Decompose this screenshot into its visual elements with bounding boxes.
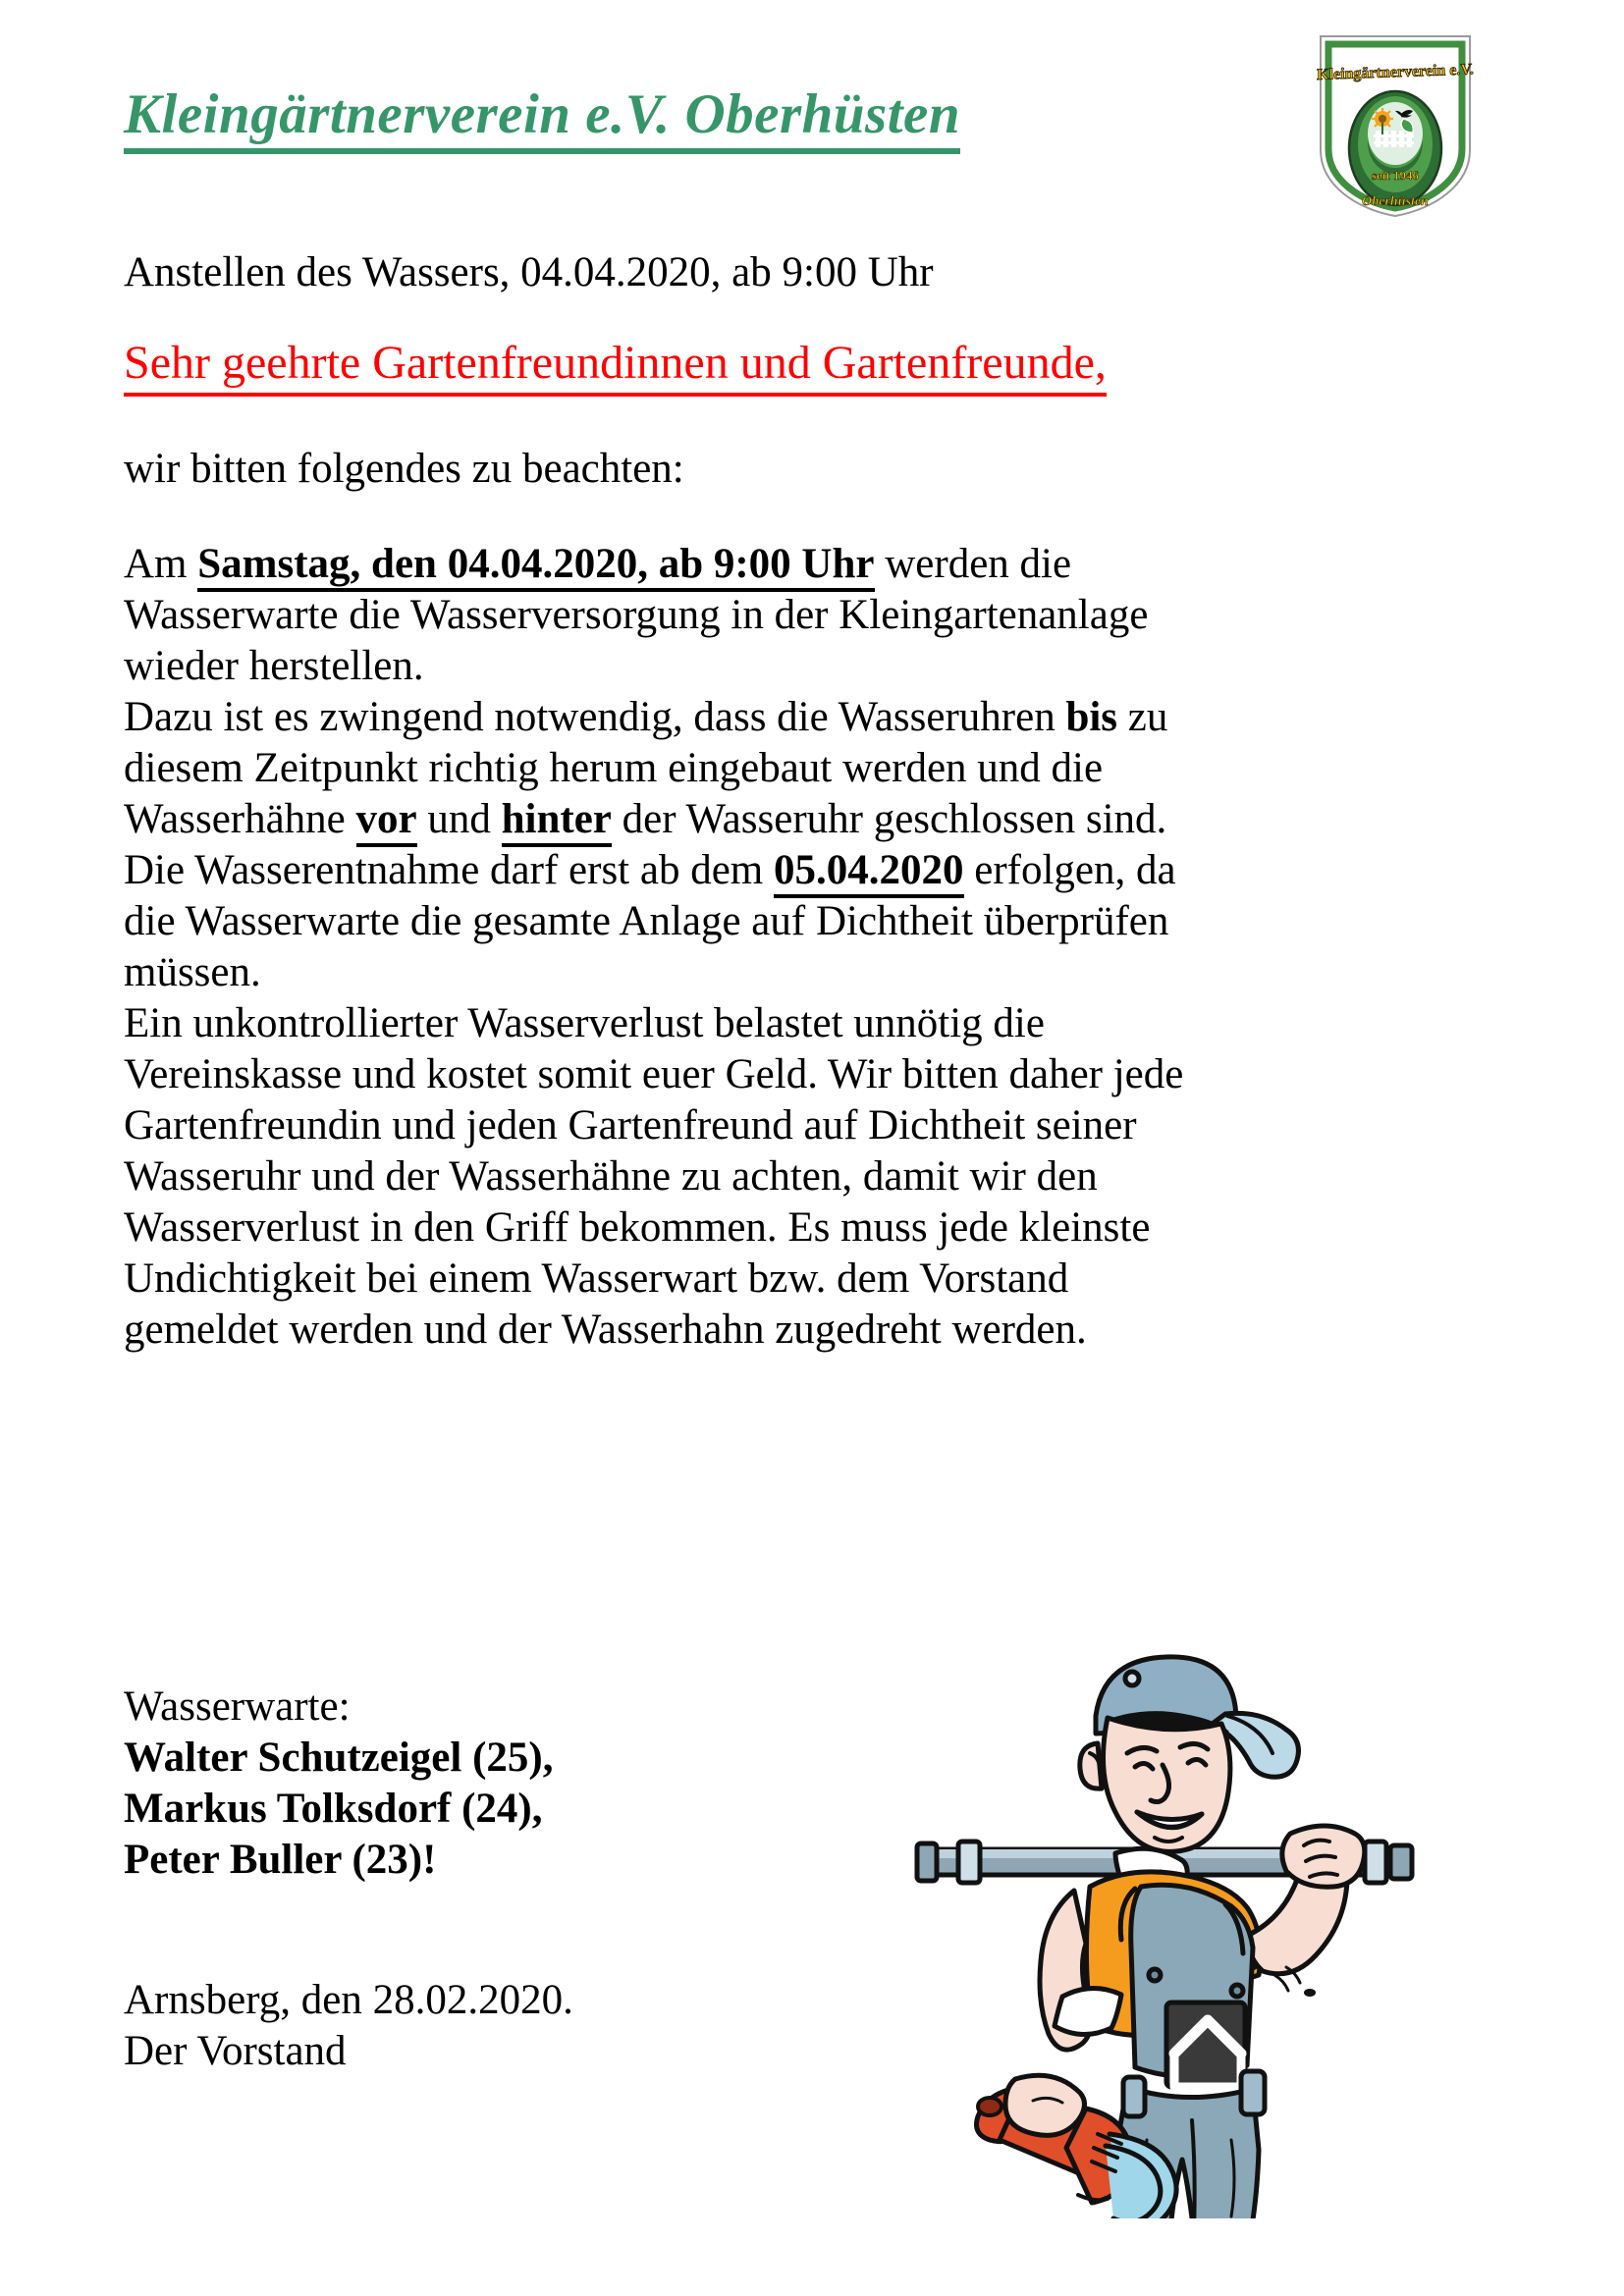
p1-line2: Wasserwarte die Wasserversorgung in der Kleingartenanlage (124, 591, 1149, 638)
p4-line1: Ein unkontrollierter Wasserverlust belastet unnötig die (124, 1000, 1045, 1047)
closing-block (124, 1975, 573, 2077)
p1-line3: wieder herstellen. (124, 642, 424, 689)
poster-header (0, 0, 1624, 226)
hand-gripping-pipe (1282, 1826, 1365, 1887)
p3-line3: müssen. (124, 949, 261, 996)
p4-line4: Wasseruhr und der Wasserhähne zu achten, damit wir den (124, 1153, 1098, 1201)
wardens-label: Wasserwarte: (124, 1683, 351, 1730)
request-line: wir bitten folgendes zu beachten: (124, 446, 684, 493)
p4-line2: Vereinskasse und kostet somit euer Geld. Wir bitten daher jede (124, 1051, 1184, 1098)
paragraph-water-loss (124, 998, 1518, 1356)
p1-line1 (124, 539, 1518, 590)
warden-2: Markus Tolksdorf (24), (124, 1786, 543, 1833)
svg-text:Kleingärtnerverein e.V.: Kleingärtnerverein e.V. (1317, 61, 1474, 83)
p2-line1-a: Dazu ist es zwingend notwendig, dass die Wasseruhren (124, 693, 1066, 740)
p3-emphasis-date: 05.04.2020 (774, 847, 964, 898)
p2-emphasis-vor: vor (356, 796, 417, 847)
p2-line1-b: zu (1117, 693, 1168, 740)
p3-line1-a: Die Wasserentnahme darf erst ab dem (124, 847, 774, 893)
warden-3: Peter Buller (23)! (124, 1837, 437, 1884)
p4-line6: Undichtigkeit bei einem Wasserwart bzw. dem Vorstand (124, 1255, 1069, 1303)
p2-line3-c: der Wasseruhr geschlossen sind. (611, 795, 1167, 842)
p3-line2: die Wasserwarte die gesamte Anlage auf Dichtheit überprüfen (124, 898, 1169, 945)
p4-line5: Wasserverlust in den Griff bekommen. Es muss jede kleinste (124, 1204, 1151, 1252)
p2-line3-a: Wasserhähne (124, 795, 356, 842)
p2-line3-b: und (416, 795, 502, 842)
poster-body (124, 247, 1518, 1356)
plumber-illustration (913, 1610, 1424, 2218)
p2-line2: diesem Zeitpunkt richtig herum eingebaut werden und die (124, 744, 1104, 791)
p1-emphasis-date: Samstag, den 04.04.2020, ab 9:00 Uhr (197, 541, 874, 592)
intro-line: Anstellen des Wassers, 04.04.2020, ab 9:00 Uhr (124, 249, 934, 295)
logo-fence-icon (1374, 131, 1414, 147)
water-wardens-block (124, 1682, 553, 1886)
club-title-text: Kleingärtnerverein e.V. Oberhüsten (124, 86, 960, 154)
warden-1: Walter Schutzeigel (25), (124, 1735, 554, 1782)
club-title (124, 83, 961, 154)
place-date: Arnsberg, den 28.02.2020. (124, 1977, 573, 2023)
greeting-heading (124, 336, 1518, 397)
paragraph-withdrawal (124, 845, 1518, 998)
p3-line1 (124, 845, 1518, 896)
p4-line3: Gartenfreundin und jeden Gartenfreund auf Dichtheit seiner (124, 1102, 1137, 1149)
p2-line3 (124, 794, 1518, 845)
p3-line1-b: erfolgen, da (963, 847, 1176, 893)
p4-line7: gemeldet werden und der Wasserhahn zugedreht werden. (124, 1307, 1087, 1354)
house-logo-patch (1166, 2002, 1245, 2087)
logo-year-text: seit 1946 (1371, 168, 1420, 183)
p2-emphasis-hinter: hinter (502, 796, 612, 847)
p2-line1 (124, 692, 1518, 743)
club-logo (1317, 32, 1474, 216)
board-signature: Der Vorstand (124, 2028, 347, 2075)
paragraph-water-start (124, 539, 1518, 692)
logo-bottom-text: Oberhüsten (1362, 194, 1429, 209)
paragraph-meter-install (124, 692, 1518, 845)
p1-pre: Am (124, 540, 198, 587)
p2-emphasis-bis: bis (1065, 693, 1118, 740)
p1-post: werden die (874, 540, 1072, 587)
greeting-text: Sehr geehrte Gartenfreundinnen und Gartenfreunde, (124, 336, 1107, 397)
